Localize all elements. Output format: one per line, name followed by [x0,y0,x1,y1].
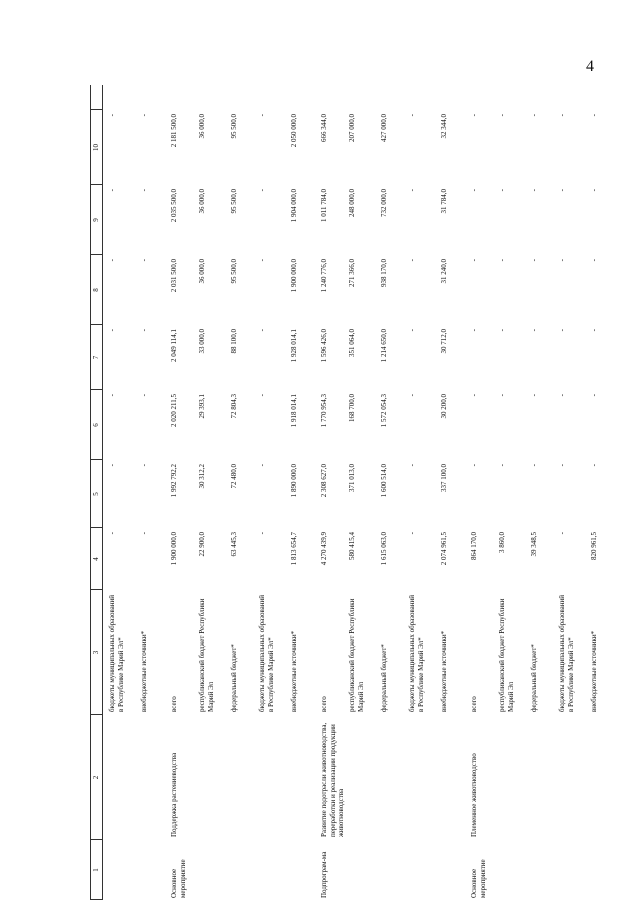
value-cell: - [590,464,598,467]
value-cell: - [530,329,538,332]
column-divider [90,389,102,390]
value-cell: - [258,114,266,117]
value-cell: - [140,394,148,397]
value-cell: 2 020 211,5 [170,394,178,427]
value-cell: 1 214 650,0 [380,329,388,363]
column-header-5: 5 [92,492,100,496]
value-cell: - [558,464,566,467]
value-cell: 1 928 014,1 [290,329,298,363]
value-cell: - [530,259,538,262]
column-divider [90,184,102,185]
value-cell: 31 240,0 [440,259,448,284]
value-cell: - [258,532,266,535]
column-header-10: 10 [92,144,100,151]
value-cell: - [108,464,116,467]
value-cell: 4 270 439,9 [320,532,328,566]
value-cell: - [258,394,266,397]
funding-source: бюджеты муниципальных образований в Республике Марий Эл* [558,594,575,712]
value-cell: - [470,189,478,192]
funding-source: республиканский бюджет Республики Марий Эл [198,598,215,712]
section-name: Поддержка растениеводства [170,752,178,837]
value-cell: - [530,114,538,117]
column-divider [90,589,102,590]
value-cell: 1 600 514,0 [380,464,388,498]
value-cell: 938 170,0 [380,259,388,287]
column-divider [90,839,102,840]
value-cell: 72 804,3 [230,394,238,419]
value-cell: 88 100,0 [230,329,238,354]
funding-source: внебюджетные источники* [440,630,448,712]
column-divider [90,324,102,325]
value-cell: 1 900 000,0 [290,259,298,293]
value-cell: - [408,394,416,397]
value-cell: 2 181 500,0 [170,114,178,148]
column-header-6: 6 [92,423,100,427]
value-cell: 30 200,0 [440,394,448,419]
value-cell: 2 308 627,0 [320,464,328,498]
funding-source: внебюджетные источники* [140,630,148,712]
funding-source: федеральный бюджет* [530,644,538,712]
value-cell: 2 050 000,0 [290,114,298,148]
value-cell: - [530,189,538,192]
value-cell: 371 013,0 [348,464,356,492]
funding-source: внебюджетные источники* [590,630,598,712]
value-cell: 30 712,0 [440,329,448,354]
section-name: Племенное животноводство [470,753,478,837]
value-cell: 580 415,4 [348,532,356,560]
funding-source: республиканский бюджет Республики Марий Эл [348,598,365,712]
value-cell: 95 500,0 [230,114,238,139]
value-cell: - [408,329,416,332]
value-cell: - [140,329,148,332]
value-cell: 2 049 114,1 [170,329,178,362]
funding-source: всего [170,696,178,712]
value-cell: 22 900,0 [198,532,206,557]
value-cell: 63 445,3 [230,532,238,557]
column-divider [90,527,102,528]
value-cell: 1 813 654,7 [290,532,298,566]
funding-source: федеральный бюджет* [380,644,388,712]
funding-source: федеральный бюджет* [230,644,238,712]
value-cell: - [498,329,506,332]
header-bottom-border [102,85,103,900]
column-divider [90,109,102,110]
value-cell: - [408,114,416,117]
funding-source: бюджеты муниципальных образований в Республике Марий Эл* [408,594,425,712]
value-cell: - [590,394,598,397]
value-cell: 72 480,0 [230,464,238,489]
column-header-9: 9 [92,218,100,222]
value-cell: - [498,114,506,117]
value-cell: - [530,464,538,467]
value-cell: - [108,259,116,262]
value-cell: 3 860,0 [498,532,506,553]
funding-source: всего [320,696,328,712]
value-cell: 30 312,2 [198,464,206,489]
value-cell: - [258,259,266,262]
value-cell: 31 784,0 [440,189,448,214]
value-cell: - [470,464,478,467]
funding-source: внебюджетные источники* [290,630,298,712]
value-cell: - [530,394,538,397]
value-cell: - [140,114,148,117]
column-header-8: 8 [92,288,100,292]
value-cell: 39 348,5 [530,532,538,557]
value-cell: - [108,532,116,535]
page-number: 4 [586,58,594,75]
value-cell: 168 700,0 [348,394,356,422]
value-cell: 820 961,5 [590,532,598,560]
value-cell: - [498,189,506,192]
value-cell: 666 344,0 [320,114,328,142]
value-cell: - [498,394,506,397]
funding-source: бюджеты муниципальных образований в Республике Марий Эл* [108,594,125,712]
section-name: Развитие подотрасли животноводства, переработки и реализации продукции животноводства [320,722,345,837]
column-header-2: 2 [92,775,100,780]
column-header-4: 4 [92,557,100,561]
section-level: Основное мероприятие [170,859,187,898]
value-cell: 427 000,0 [380,114,388,142]
section-level: Подпрограм-ма [320,851,328,898]
funding-source: республиканский бюджет Республики Марий Эл [498,598,515,712]
value-cell: - [258,464,266,467]
value-cell: 33 000,0 [198,329,206,354]
value-cell: 1 900 000,0 [170,532,178,566]
funding-source: бюджеты муниципальных образований в Республике Марий Эл* [258,594,275,712]
value-cell: 1 904 000,0 [290,189,298,223]
value-cell: - [590,114,598,117]
value-cell: - [558,114,566,117]
value-cell: - [108,114,116,117]
value-cell: - [470,329,478,332]
column-header-3: 3 [92,650,100,655]
value-cell: - [590,259,598,262]
value-cell: 2 035 500,0 [170,189,178,223]
value-cell: - [470,114,478,117]
value-cell: - [140,464,148,467]
value-cell: 1 770 954,3 [320,394,328,428]
rotated-table [90,85,635,900]
column-divider [90,254,102,255]
funding-source: всего [470,696,478,712]
value-cell: 1 572 054,3 [380,394,388,428]
section-level: Основное мероприятие [470,859,487,898]
value-cell: 1 918 014,1 [290,394,298,428]
value-cell: - [408,532,416,535]
value-cell: - [498,464,506,467]
value-cell: - [498,259,506,262]
value-cell: 1 615 063,0 [380,532,388,566]
value-cell: 95 500,0 [230,259,238,284]
value-cell: 248 000,0 [348,189,356,217]
value-cell: - [108,394,116,397]
value-cell: 2 031 500,0 [170,259,178,293]
table-top-border [90,85,91,900]
value-cell: - [558,259,566,262]
value-cell: - [108,189,116,192]
value-cell: 95 500,0 [230,189,238,214]
value-cell: 36 000,0 [198,189,206,214]
value-cell: - [408,464,416,467]
value-cell: - [140,532,148,535]
value-cell: - [140,189,148,192]
value-cell: - [108,329,116,332]
column-header-1: 1 [92,868,100,872]
value-cell: 337 100,0 [440,464,448,492]
column-divider [90,459,102,460]
value-cell: - [470,394,478,397]
value-cell: - [558,189,566,192]
value-cell: 36 000,0 [198,114,206,139]
value-cell: - [408,259,416,262]
value-cell: 32 344,0 [440,114,448,139]
value-cell: - [258,329,266,332]
value-cell: - [408,189,416,192]
value-cell: - [558,329,566,332]
value-cell: - [258,189,266,192]
value-cell: - [558,532,566,535]
value-cell: - [558,394,566,397]
value-cell: 36 000,0 [198,259,206,284]
value-cell: 2 074 961,5 [440,532,448,566]
column-header-7: 7 [92,355,100,360]
column-divider [90,899,102,900]
value-cell: 1 992 792,2 [170,464,178,498]
value-cell: 207 000,0 [348,114,356,142]
value-cell: 29 393,1 [198,394,206,419]
value-cell: 1 596 426,0 [320,329,328,363]
value-cell: - [470,259,478,262]
value-cell: 1 011 784,0 [320,189,328,222]
value-cell: - [590,329,598,332]
value-cell: 271 366,0 [348,259,356,287]
column-divider [90,714,102,715]
value-cell: 732 000,0 [380,189,388,217]
value-cell: 864 170,0 [470,532,478,560]
value-cell: 1 240 776,0 [320,259,328,293]
value-cell: 351 064,0 [348,329,356,357]
value-cell: 1 890 000,0 [290,464,298,498]
value-cell: - [140,259,148,262]
value-cell: - [590,189,598,192]
